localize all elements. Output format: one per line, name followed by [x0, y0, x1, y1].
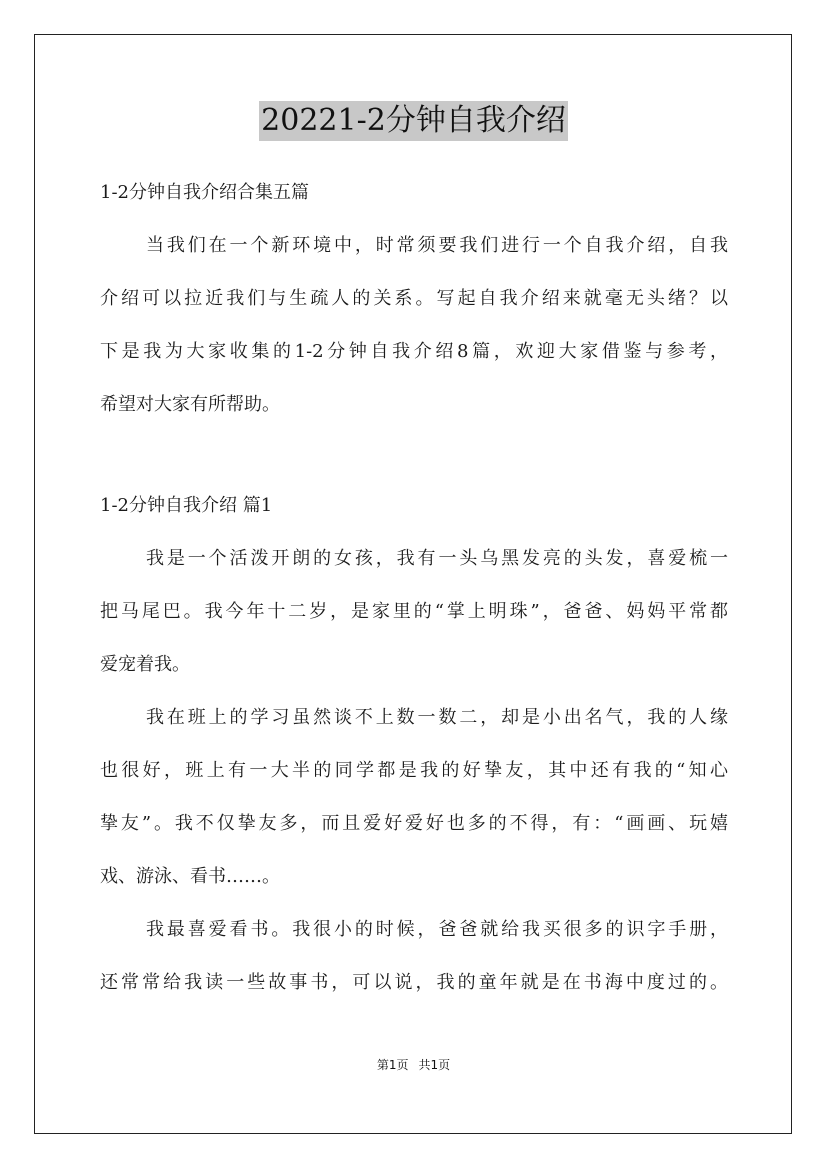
title-container: [0, 101, 827, 141]
document-body: [100, 171, 728, 1014]
paragraph-line: 戏、游泳、看书……。: [100, 866, 280, 887]
intro-line: 希望对大家有所帮助。: [100, 394, 280, 415]
spacer: [100, 436, 728, 484]
paragraph-line: 我是一个活泼开朗的女孩，我有一头乌黑发亮的头发，喜爱梳一: [146, 548, 728, 569]
paragraph-line: 挚友”。我不仅挚友多，而且爱好爱好也多的不得，有：“画画、玩嬉: [100, 813, 728, 834]
document-title: 20221-2分钟自我介绍: [259, 101, 568, 141]
intro-line: 介绍可以拉近我们与生疏人的关系。写起自我介绍来就毫无头绪？以: [100, 288, 728, 309]
page-total: 共1页: [418, 1058, 451, 1072]
paragraph-line: 也很好，班上有一大半的同学都是我的好挚友，其中还有我的“知心: [100, 760, 728, 781]
paragraph-line: 我最喜爱看书。我很小的时候，爸爸就给我买很多的识字手册，: [146, 919, 728, 940]
paragraph-line: 还常常给我读一些故事书，可以说，我的童年就是在书海中度过的。: [100, 972, 728, 993]
paragraph-line: 爱宠着我。: [100, 654, 190, 675]
subtitle: 1-2分钟自我介绍合集五篇: [100, 182, 309, 203]
paragraph-line: 我在班上的学习虽然谈不上数一数二，却是小出名气，我的人缘: [146, 707, 728, 728]
page-number: 第1页: [376, 1058, 409, 1072]
page-footer: [0, 1056, 827, 1073]
paragraph-line: 把马尾巴。我今年十二岁，是家里的“掌上明珠”，爸爸、妈妈平常都: [100, 601, 728, 622]
intro-line: 当我们在一个新环境中，时常须要我们进行一个自我介绍，自我: [146, 235, 728, 256]
intro-line: 下是我为大家收集的1-2分钟自我介绍8篇，欢迎大家借鉴与参考，: [100, 341, 728, 362]
section-heading: 1-2分钟自我介绍 篇1: [100, 495, 273, 516]
